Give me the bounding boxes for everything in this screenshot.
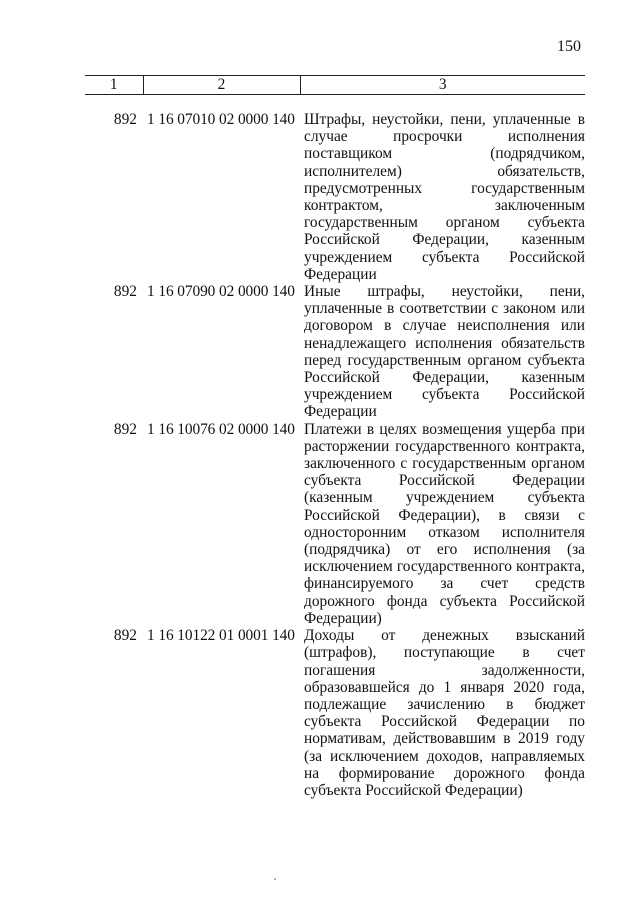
table-row — [85, 283, 585, 421]
admin-code-cell: 892 — [113, 627, 137, 645]
revenue-code-cell: 1 16 10122 01 0001 140 — [147, 627, 295, 645]
budget-classification-table — [85, 75, 585, 799]
table-header-row — [85, 76, 585, 95]
description-cell: Иные штрафы, неустойки, пени, уплаченные в соответствии с законом или договором в случае неисполнения или ненадлежащего исполнения обязательств перед государственным органом субъекта Российской Федерации, казенным учреждением субъекта Российской Федерации — [304, 283, 585, 421]
table-row — [85, 421, 585, 627]
revenue-code-cell: 1 16 10076 02 0000 140 — [147, 420, 295, 438]
description-cell: Штрафы, неустойки, пени, уплаченные в случае просрочки исполнения поставщиком (подрядчиком, исполнителем) обязательств, предусмотренных государственным контрактом, заключенным государственным органом субъекта Российской Федерации, казенным учреждением субъекта Российской Федерации — [304, 111, 585, 283]
scan-mark — [274, 878, 276, 880]
revenue-code-cell: 1 16 07090 02 0000 140 — [147, 283, 295, 301]
description-cell: Платежи в целях возмещения ущерба при расторжении государственного контракта, заключенного с государственным органом субъекта Российской Федерации (казенным учреждением субъекта Российской Федерации), в связи с односторонним отказом исполнителя (подрядчика) от его исполнения (за исключением государственного контракта, финансируемого за счет средств дорожного фонда субъекта Российской Федерации) — [304, 420, 585, 627]
column-header-2: 2 — [143, 76, 300, 95]
revenue-code-cell: 1 16 07010 02 0000 140 — [147, 111, 295, 128]
page-number: 150 — [557, 38, 581, 55]
admin-code-cell: 892 — [113, 420, 137, 438]
table-row — [85, 627, 585, 799]
table-row — [85, 95, 585, 284]
column-header-1: 1 — [85, 76, 143, 95]
admin-code-cell: 892 — [113, 111, 137, 128]
column-header-3: 3 — [300, 76, 585, 95]
description-cell: Доходы от денежных взысканий (штрафов), поступающие в счет погашения задолженности, образовавшейся до 1 января 2020 года, подлежащие зачислению в бюджет субъекта Российской Федерации по нормативам, действовавшим в 2019 году (за исключением доходов, направляемых на формирование дорожного фонда субъекта Российской Федерации) — [304, 627, 585, 799]
admin-code-cell: 892 — [113, 283, 137, 301]
